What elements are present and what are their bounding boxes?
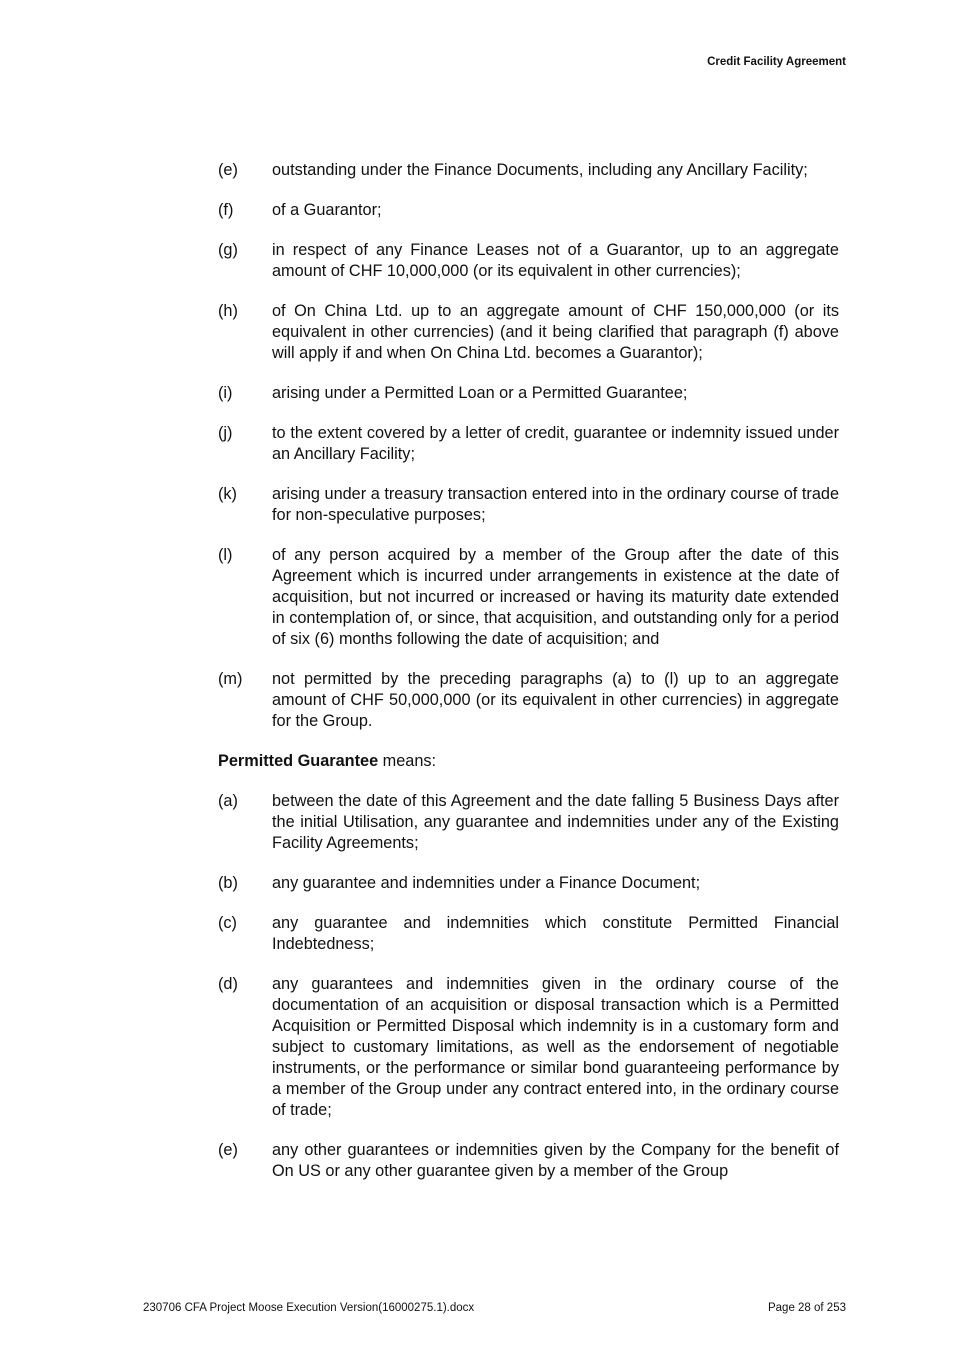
list-item [218,423,839,465]
list-item-text: any guarantee and indemnities under a Finance Document; [272,874,701,892]
list-item-label: (b) [218,874,238,892]
list-item-label: (l) [218,546,233,564]
list-item-text: of a Guarantor; [272,201,382,219]
list-item [218,240,839,282]
list-item-label: (h) [218,302,238,320]
list-item-label: (c) [218,914,237,932]
list-item-text: between the date of this Agreement and the date falling 5 Business Days after the initial Utilisation, any guarantee and indemnities under any of the Existing Facility Agreements; [272,792,839,852]
header-title: Credit Facility Agreement [707,56,846,68]
definition-term: Permitted Guarantee [218,752,379,770]
definition-suffix: means: [378,752,437,770]
list-item-text: in respect of any Finance Leases not of a Guarantor, up to an aggregate amount of CHF 10,000,000 (or its equivalent in other currencies); [272,241,839,280]
list-item-text: any guarantee and indemnities which constitute Permitted Financial Indebtedness; [272,914,839,953]
list-item [218,974,839,1121]
list-item-label: (i) [218,384,233,402]
list-item [218,669,839,732]
list-item-text: any other guarantees or indemnities given by the Company for the benefit of On US or any other guarantee given by a member of the Group [272,1141,839,1180]
list-item-text: any guarantees and indemnities given in the ordinary course of the documentation of an acquisition or disposal transaction which is a Permitted Acquisition or Permitted Disposal which indemnity is in a customary form and subject to customary limitations, as well as the endorsement of negotiable instruments, or the performance or similar bond guaranteeing performance by a member of the Group under any contract entered into, in the ordinary course of trade; [272,975,839,1119]
list-item-label: (e) [218,161,238,179]
list-item [218,160,839,181]
list-item-text: of any person acquired by a member of the Group after the date of this Agreement which is incurred under arrangements in existence at the date of acquisition, but not incurred or increased or having its maturity date extended in contemplation of, or since, that acquisition, and outstanding only for a period of six (6) months following the date of acquisition; and [272,546,839,648]
list-item-label: (m) [218,670,243,688]
list-item-text: of On China Ltd. up to an aggregate amount of CHF 150,000,000 (or its equivalent in other currencies) (and it being clarified that paragraph (f) above will apply if and when On China Ltd. becomes a Guarantor); [272,302,839,362]
list-item [218,913,839,955]
list-item [218,383,839,404]
list-item-text: not permitted by the preceding paragraphs (a) to (l) up to an aggregate amount of CHF 50,000,000 (or its equivalent in other currencies) in aggregate for the Group. [272,670,839,730]
list-item-text: to the extent covered by a letter of credit, guarantee or indemnity issued under an Ancillary Facility; [272,424,839,463]
list-item [218,1140,839,1182]
list-item [218,791,839,854]
list-item [218,873,839,894]
list-item-text: arising under a treasury transaction entered into in the ordinary course of trade for non-speculative purposes; [272,485,839,524]
list-item-label: (j) [218,424,233,442]
document-body [218,160,839,1201]
list-item-label: (e) [218,1141,238,1159]
list-item [218,484,839,526]
list-item-label: (g) [218,241,238,259]
list-item-label: (f) [218,201,234,219]
footer-document-name: 230706 CFA Project Moose Execution Version(16000275.1).docx [143,1302,475,1314]
definition-heading [218,751,839,772]
list-item-text: outstanding under the Finance Documents, including any Ancillary Facility; [272,161,808,179]
list-item-text: arising under a Permitted Loan or a Permitted Guarantee; [272,384,688,402]
list-item-label: (k) [218,485,237,503]
list-item-label: (d) [218,975,238,993]
list-item-label: (a) [218,792,238,810]
footer-page-number: Page 28 of 253 [767,1302,846,1314]
list-item [218,200,839,221]
list-item [218,545,839,650]
list-item [218,301,839,364]
